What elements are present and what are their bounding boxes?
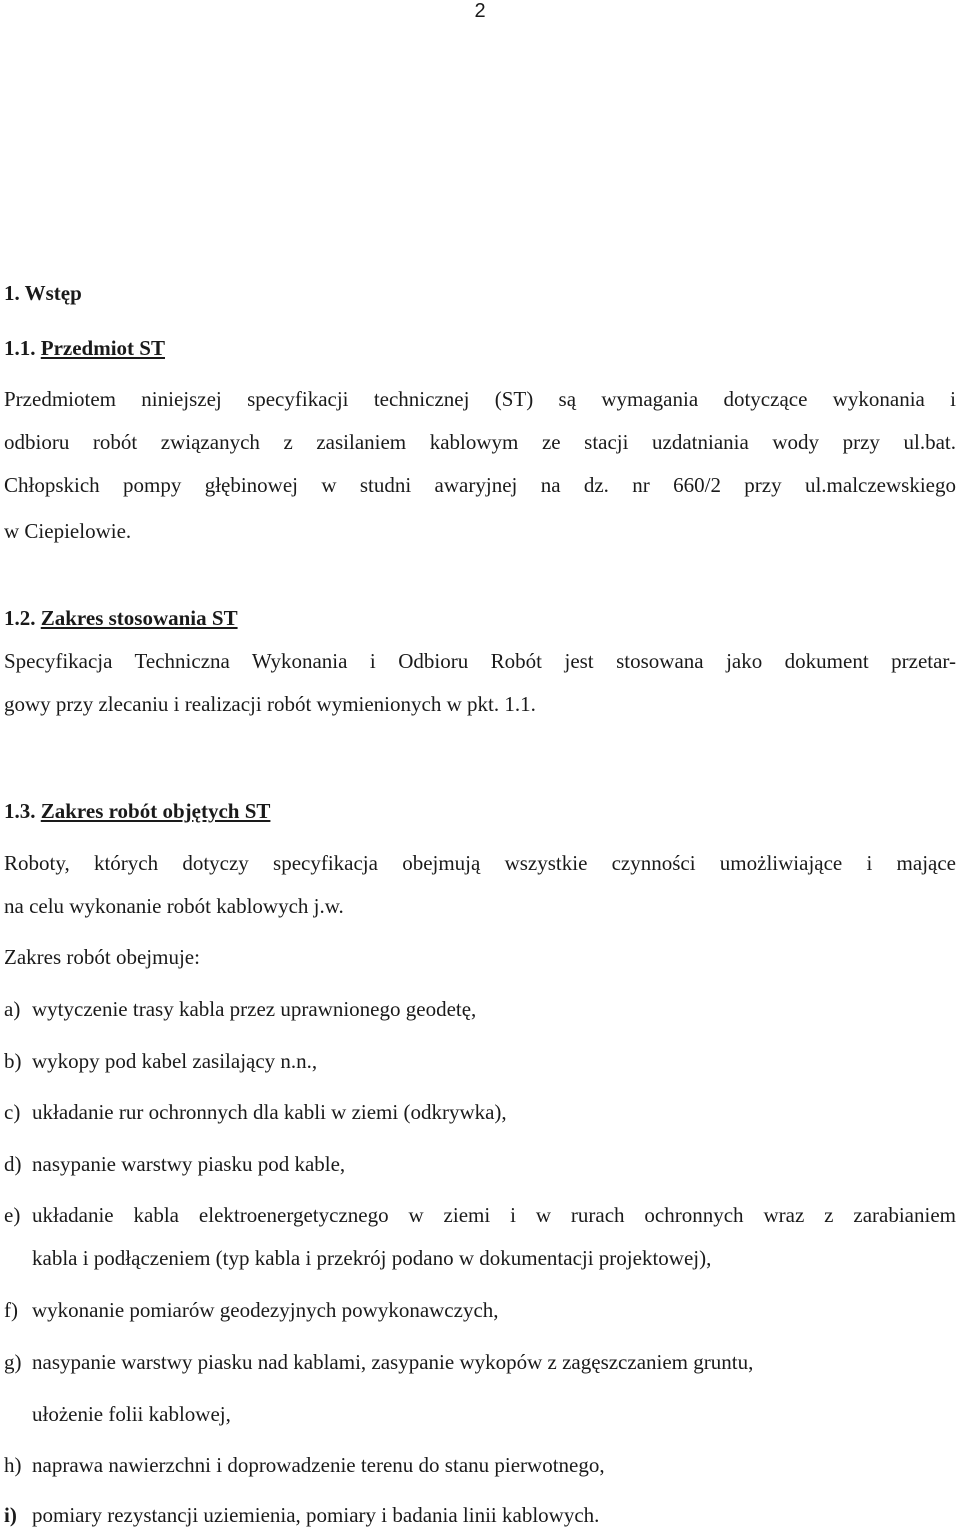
list-marker: c) — [4, 1100, 21, 1124]
list-marker: i) — [4, 1503, 17, 1527]
section-title: Zakres robót objętych ST — [40, 799, 271, 823]
scope-intro: Zakres robót obejmuje: — [4, 945, 200, 969]
list-item-text: wykopy pod kabel zasilający n.n., — [32, 1049, 318, 1073]
list-item-text: pomiary rezystancji uziemienia, pomiary i badania linii kablowych. — [32, 1503, 600, 1527]
list-marker: e) — [4, 1203, 21, 1227]
list-item-text: układanie kabla elektroenergetycznego w ziemi i w rurach ochronnych wraz z zarabianiem — [32, 1203, 956, 1227]
list-marker: f) — [4, 1298, 18, 1322]
paragraph-line: w Ciepielowie. — [4, 519, 132, 543]
paragraph-line: gowy przy zlecaniu i realizacji robót wymienionych w pkt. 1.1. — [4, 692, 536, 716]
page-number: 2 — [474, 0, 486, 22]
list-marker: h) — [4, 1453, 22, 1477]
list-marker: g) — [4, 1350, 22, 1374]
paragraph-line: na celu wykonanie robót kablowych j.w. — [4, 894, 344, 918]
list-item-text: wykonanie pomiarów geodezyjnych powykonawczych, — [32, 1298, 499, 1322]
section-title: Zakres stosowania ST — [40, 606, 238, 630]
section-number: 1.2. — [4, 606, 36, 630]
paragraph-line: Roboty, których dotyczy specyfikacja obejmują wszystkie czynności umożliwiające i mające — [4, 851, 956, 875]
list-marker: d) — [4, 1152, 22, 1176]
paragraph-line: odbioru robót związanych z zasilaniem kablowym ze stacji uzdatniania wody przy ul.bat. — [4, 430, 956, 454]
list-item-text: kabla i podłączeniem (typ kabla i przekrój podano w dokumentacji projektowej), — [32, 1246, 712, 1270]
list-item-text: ułożenie folii kablowej, — [32, 1402, 231, 1426]
section-heading-1-3 — [4, 798, 270, 824]
list-marker: b) — [4, 1049, 22, 1073]
section-heading-1-1 — [4, 335, 165, 361]
paragraph-line: Chłopskich pompy głębinowej w studni awaryjnej na dz. nr 660/2 przy ul.malczewskiego — [4, 473, 956, 497]
list-item-text: nasypanie warstwy piasku nad kablami, zasypanie wykopów z zagęszczaniem gruntu, — [32, 1350, 754, 1374]
section-number: 1.1. — [4, 336, 36, 360]
list-item-text: naprawa nawierzchni i doprowadzenie terenu do stanu pierwotnego, — [32, 1453, 605, 1477]
paragraph-line: Specyfikacja Techniczna Wykonania i Odbioru Robót jest stosowana jako dokument przetar- — [4, 649, 956, 673]
list-item-text: nasypanie warstwy piasku pod kable, — [32, 1152, 346, 1176]
section-number: 1.3. — [4, 799, 36, 823]
section-title: Przedmiot ST — [40, 336, 165, 360]
list-item-text: układanie rur ochronnych dla kabli w ziemi (odkrywka), — [32, 1100, 507, 1124]
list-item-text: wytyczenie trasy kabla przez uprawnionego geodetę, — [32, 997, 477, 1021]
section-heading-1-2 — [4, 605, 238, 631]
section-heading-intro: 1. Wstęp — [4, 281, 82, 305]
list-marker: a) — [4, 997, 21, 1021]
paragraph-line: Przedmiotem niniejszej specyfikacji technicznej (ST) są wymagania dotyczące wykonania i — [4, 387, 956, 411]
